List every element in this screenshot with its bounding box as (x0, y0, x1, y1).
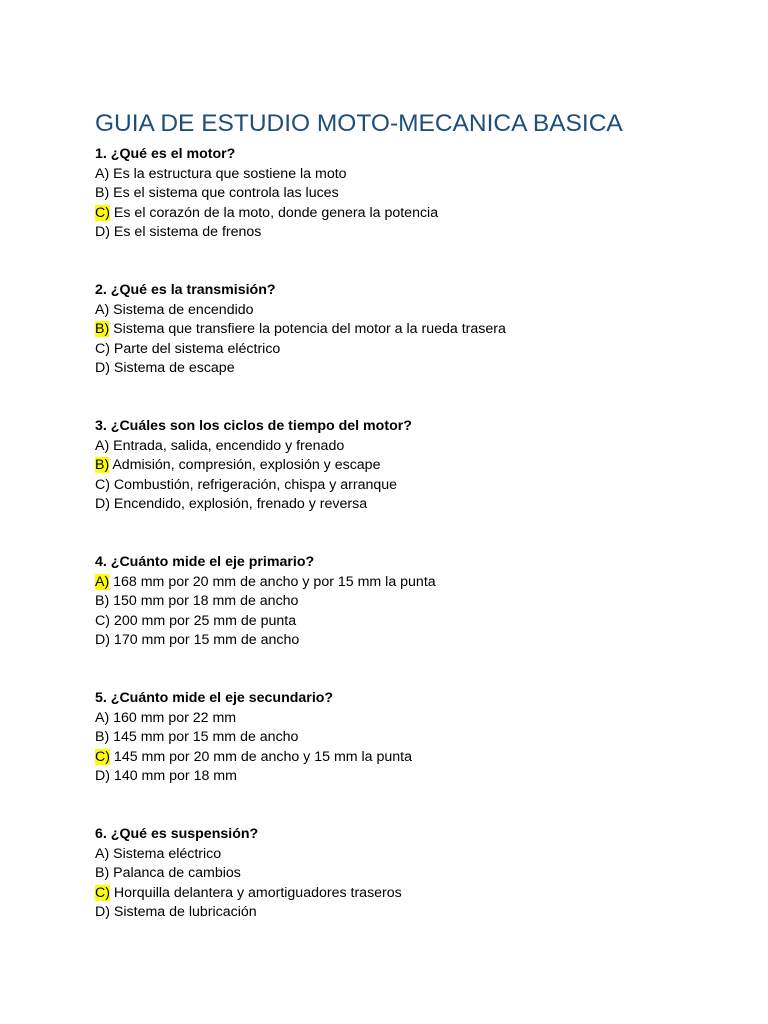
answer-option (95, 165, 735, 185)
question-block (95, 689, 735, 787)
answer-option (95, 612, 735, 632)
option-text: Sistema eléctrico (109, 845, 222, 862)
answer-option (95, 320, 735, 340)
option-text: Entrada, salida, encendido y frenado (109, 437, 345, 454)
option-text: Es la estructura que sostiene la moto (109, 165, 347, 182)
option-letter: B) (95, 729, 110, 745)
question-text: 4. ¿Cuánto mide el eje primario? (95, 554, 315, 570)
answer-option (95, 903, 735, 923)
answer-option (95, 340, 735, 360)
question-block (95, 553, 735, 651)
correct-answer-letter: B) (95, 457, 110, 473)
option-letter: D) (95, 360, 110, 376)
option-letter: B) (95, 185, 110, 201)
answer-option (95, 864, 735, 884)
option-text: Sistema que transfiere la potencia del motor a la rueda trasera (109, 321, 506, 337)
option-text: Admisión, compresión, explosión y escape (109, 457, 381, 473)
answer-option (95, 437, 735, 457)
option-letter: D) (95, 224, 110, 240)
option-text: 200 mm por 25 mm de punta (109, 612, 297, 629)
question-text: 6. ¿Qué es suspensión? (95, 826, 259, 842)
question-text: 2. ¿Qué es la transmisión? (95, 282, 276, 298)
answer-option (95, 301, 735, 321)
answer-option (95, 631, 735, 651)
answer-option (95, 476, 735, 496)
question-block (95, 145, 735, 243)
answer-option (95, 767, 735, 787)
answer-option (95, 359, 735, 379)
option-text: 145 mm por 20 mm de ancho y 15 mm la punta (109, 748, 413, 765)
correct-answer-letter: C) (95, 204, 110, 221)
answer-option (95, 728, 735, 748)
option-text: Sistema de lubricación (109, 904, 257, 920)
correct-answer-letter: C) (95, 748, 110, 765)
question-text: 5. ¿Cuánto mide el eje secundario? (95, 690, 334, 706)
option-letter: C) (95, 476, 110, 493)
option-text: Es el sistema que controla las luces (109, 185, 339, 201)
option-letter: C) (95, 340, 110, 357)
option-text: 170 mm por 15 mm de ancho (109, 632, 300, 648)
option-letter: B) (95, 865, 110, 881)
correct-answer-letter: C) (95, 884, 110, 901)
option-letter: D) (95, 632, 110, 648)
correct-answer-letter: B) (95, 321, 110, 337)
question-block (95, 281, 735, 379)
option-letter: D) (95, 496, 110, 512)
option-text: Es el corazón de la moto, donde genera la potencia (109, 204, 439, 221)
option-text: Sistema de encendido (109, 301, 254, 318)
option-text: Palanca de cambios (109, 865, 241, 881)
option-text: 160 mm por 22 mm (109, 709, 237, 726)
question-block (95, 417, 735, 515)
question-text: 1. ¿Qué es el motor? (95, 146, 236, 162)
option-letter: D) (95, 904, 110, 920)
answer-option (95, 884, 735, 904)
option-letter: B) (95, 593, 110, 609)
question-block (95, 825, 735, 923)
option-text: 140 mm por 18 mm (109, 768, 237, 784)
option-text: Encendido, explosión, frenado y reversa (109, 496, 368, 512)
option-text: Sistema de escape (109, 360, 235, 376)
option-letter: C) (95, 612, 110, 629)
answer-option (95, 184, 735, 204)
option-text: 145 mm por 15 mm de ancho (109, 729, 299, 745)
option-letter: D) (95, 768, 110, 784)
answer-option (95, 495, 735, 515)
answer-option (95, 223, 735, 243)
option-letter: A) (95, 301, 110, 318)
option-text: Parte del sistema eléctrico (109, 340, 281, 357)
option-letter: A) (95, 845, 110, 862)
option-text: 168 mm por 20 mm de ancho y por 15 mm la punta (109, 573, 436, 590)
answer-option (95, 748, 735, 768)
option-text: Horquilla delantera y amortiguadores traseros (109, 884, 402, 901)
option-letter: A) (95, 437, 110, 454)
correct-answer-letter: A) (95, 573, 110, 590)
option-letter: A) (95, 165, 110, 182)
question-text: 3. ¿Cuáles son los ciclos de tiempo del motor? (95, 418, 412, 434)
answer-option (95, 592, 735, 612)
option-text: Combustión, refrigeración, chispa y arranque (109, 476, 398, 493)
answer-option (95, 845, 735, 865)
answer-option (95, 456, 735, 476)
answer-option (95, 709, 735, 729)
answer-option (95, 204, 735, 224)
option-text: 150 mm por 18 mm de ancho (109, 593, 299, 609)
answer-option (95, 573, 735, 593)
option-letter: A) (95, 709, 110, 726)
page-title: GUIA DE ESTUDIO MOTO-MECANICA BASICA (95, 110, 623, 137)
option-text: Es el sistema de frenos (109, 224, 262, 240)
